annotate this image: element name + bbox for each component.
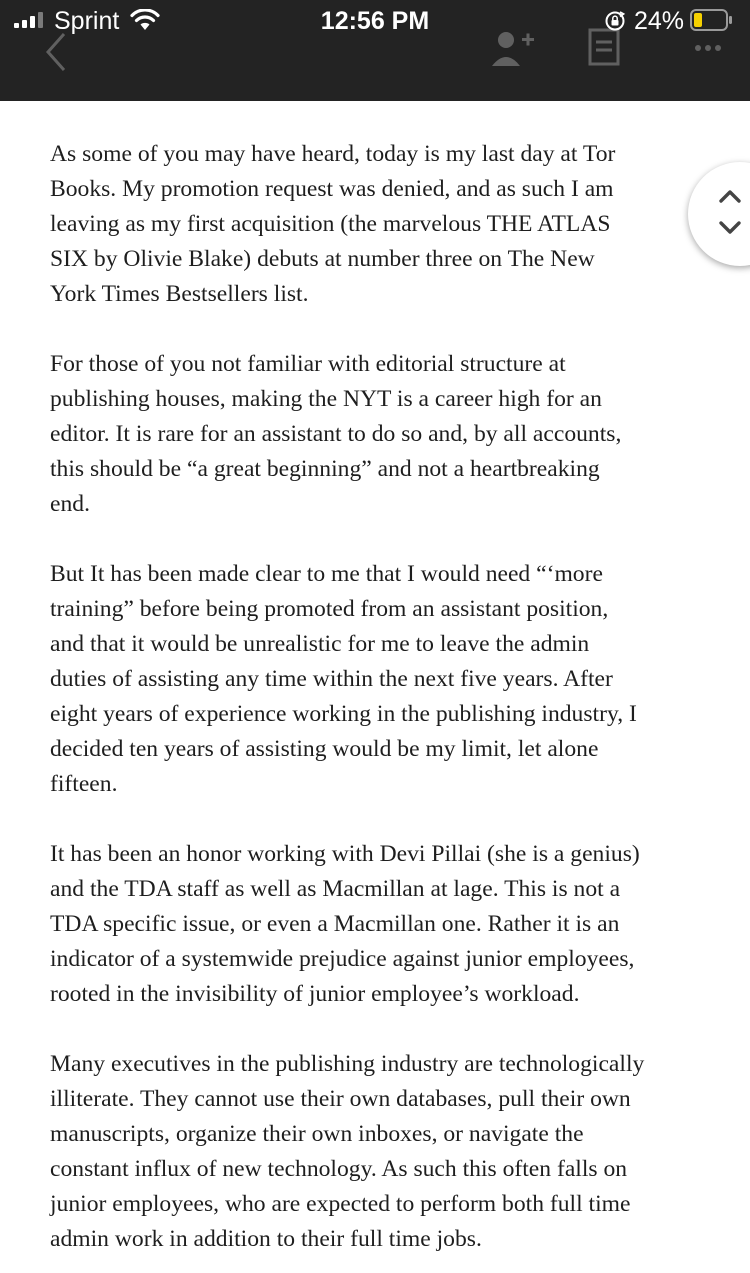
text-line: end. [50,491,90,517]
battery-percent: 24% [634,7,685,35]
text-line: fifteen. [50,771,118,797]
text-line: editor. It is rare for an assistant to do so and, by all accounts, [50,421,622,447]
status-bar [0,0,750,42]
chevron-down-icon[interactable] [718,220,742,236]
text-line: and that it would be unrealistic for me to leave the admin [50,631,590,657]
text-line: junior employees, who are expected to perform both full time [50,1191,631,1217]
text-line: this should be “a great beginning” and not a heartbreaking [50,456,600,482]
text-line: As some of you may have heard, today is my last day at Tor [50,141,616,167]
text-line: manuscripts, organize their own inboxes, or navigate the [50,1121,584,1147]
paragraph [50,137,700,312]
text-line: It has been an honor working with Devi Pillai (she is a genius) [50,841,640,867]
text-line: But It has been made clear to me that I would need “‘more [50,561,603,587]
paragraph [50,1047,700,1257]
text-line: decided ten years of assisting would be my limit, let alone [50,736,599,762]
text-line: eight years of experience working in the publishing industry, I [50,701,637,727]
text-line: SIX by Olivie Blake) debuts at number three on The New [50,246,595,272]
text-line: TDA specific issue, or even a Macmillan one. Rather it is an [50,911,620,937]
text-line: York Times Bestsellers list. [50,281,309,307]
battery-icon [690,9,734,31]
more-icon [695,45,721,51]
paragraph [50,557,700,802]
wifi-icon [130,9,160,31]
text-line: duties of assisting any time within the next five years. After [50,666,613,692]
signal-icon [14,12,48,28]
text-line: leaving as my first acquisition (the marvelous THE ATLAS [50,211,611,237]
text-line: publishing houses, making the NYT is a career high for an [50,386,602,412]
text-line: For those of you not familiar with editorial structure at [50,351,566,377]
top-bar [0,0,750,101]
text-line: training” before being promoted from an assistant position, [50,596,609,622]
chevron-up-icon[interactable] [718,188,742,204]
carrier-name: Sprint [54,7,120,35]
text-line: admin work in addition to their full time jobs. [50,1226,482,1252]
paragraph [50,347,700,522]
text-line: indicator of a systemwide prejudice against junior employees, [50,946,635,972]
text-line: Books. My promotion request was denied, and as such I am [50,176,614,202]
document-text [50,137,700,1273]
clock: 12:56 PM [320,7,430,35]
text-line: and the TDA staff as well as Macmillan at lage. This is not a [50,876,621,902]
text-line: illiterate. They cannot use their own databases, pull their own [50,1086,631,1112]
rotation-lock-icon [604,10,626,32]
paragraph [50,837,700,1012]
text-line: rooted in the invisibility of junior employee’s workload. [50,981,580,1007]
text-line: constant influx of new technology. As such this often falls on [50,1156,628,1182]
text-line: Many executives in the publishing industry are technologically [50,1051,645,1077]
